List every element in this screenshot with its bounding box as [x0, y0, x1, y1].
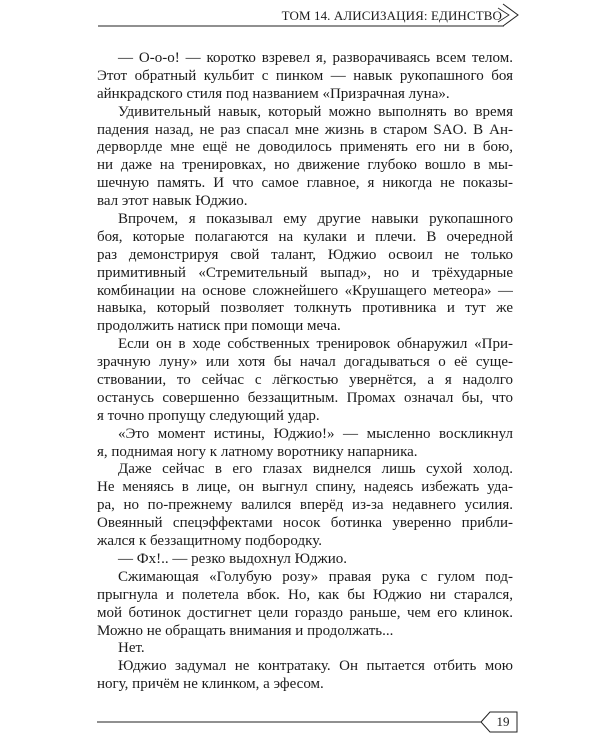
paragraph [97, 104, 513, 211]
text-line: навыка, который позволяет толкнуть противника и тут же [97, 300, 513, 317]
text-line: Можно не обращать внимания и продолжать... [97, 622, 394, 639]
text-line: Даже сейчас в его глазах виднелся лишь сухой холод. [118, 461, 513, 478]
text-line: дерворлде мне ещё не доводилось применять его ни в бою, [97, 139, 513, 156]
text-line: раз демонстрируя свой талант, Юджио освоил не только [97, 246, 513, 263]
text-line: комбинации на основе сложнейшего «Крушащего метеора» — [97, 282, 513, 299]
text-line: мой ботинок достигнет цели гораздо раньше, чем его клинок. [97, 604, 513, 621]
text-line: прыгнула и полетела вбок. Но, как бы Юджио ни старался, [97, 586, 513, 603]
text-line: Если он в ходе собственных тренировок обнаружил «При- [118, 336, 513, 353]
text-line: примитивный «Стремительный выпад», но и трёхударные [97, 264, 513, 281]
text-line: Юджио задумал не контратаку. Он пытается отбить мою [118, 658, 513, 675]
text-line: айнкрадского стиля под названием «Призрачная луна». [97, 85, 450, 102]
text-line: вал этот навык Юджио. [97, 193, 248, 210]
text-line: Не меняясь в лице, он выгнул спину, надеясь избежать уда- [97, 479, 513, 496]
page-number: 19 [496, 714, 510, 729]
text-line: я, поднимая ногу к латному воротнику напарника. [97, 443, 418, 460]
paragraph [97, 50, 513, 104]
paragraph [97, 336, 513, 425]
text-line: Удивительный навык, который можно выполнять во время [118, 103, 513, 120]
text-line: Овеянный спецэффектами носок ботинка уверенно прибли- [97, 515, 513, 532]
text-line: продолжить натиск при помощи меча. [97, 318, 341, 335]
text-line: Нет. [118, 640, 145, 657]
text-line: зрачную луну» или хотя бы начал догадываться о её суще- [97, 354, 513, 371]
text-line: жался к беззащитному подбородку. [97, 533, 322, 550]
text-line: ра, но по-прежнему валился вперёд из-за недавнего усилия. [97, 497, 513, 514]
text-line: ни даже на тренировках, но движение глубоко вошло в мы- [97, 157, 513, 174]
text-line: ногу, причём не клинком, а эфесом. [97, 676, 324, 693]
paragraph [97, 426, 513, 462]
text-line: шечную память. И что самое главное, я никогда не показы- [97, 175, 513, 192]
paragraph [97, 461, 513, 550]
running-header-title: ТОМ 14. АЛИСИЗАЦИЯ: ЕДИНСТВО [281, 8, 502, 23]
text-line: я точно пропущу следующий удар. [97, 407, 320, 424]
text-line: — О-о-о! — коротко взревел я, разворачиваясь всем телом. [118, 50, 513, 66]
text-line: — Фх!.. — резко выдохнул Юджио. [118, 550, 347, 567]
paragraph [97, 569, 513, 641]
text-line: ствовании, то сейчас с лёгкостью увернётся, а я надолго [97, 372, 513, 389]
text-line: Этот обратный кульбит с пинком — навык рукопашного боя [97, 67, 513, 84]
text-line: «Это момент истины, Юджио!» — мысленно воскликнул [118, 425, 513, 442]
text-line: Сжимающая «Голубую розу» правая рука с гулом под- [118, 568, 513, 585]
text-line: Впрочем, я показывал ему другие навыки рукопашного [118, 211, 513, 228]
page-body [97, 50, 513, 694]
text-line: боя, которые полагаются на кулаки и плечи. В очередной [97, 228, 513, 245]
text-line: останусь совершенно беззащитным. Промах означал бы, что [97, 389, 513, 406]
paragraph [97, 551, 513, 569]
text-line: падения назад, не раз спасал мне жизнь в старом SAO. В Ан- [97, 121, 513, 138]
paragraph [97, 640, 513, 658]
paragraph [97, 211, 513, 336]
paragraph [97, 658, 513, 694]
